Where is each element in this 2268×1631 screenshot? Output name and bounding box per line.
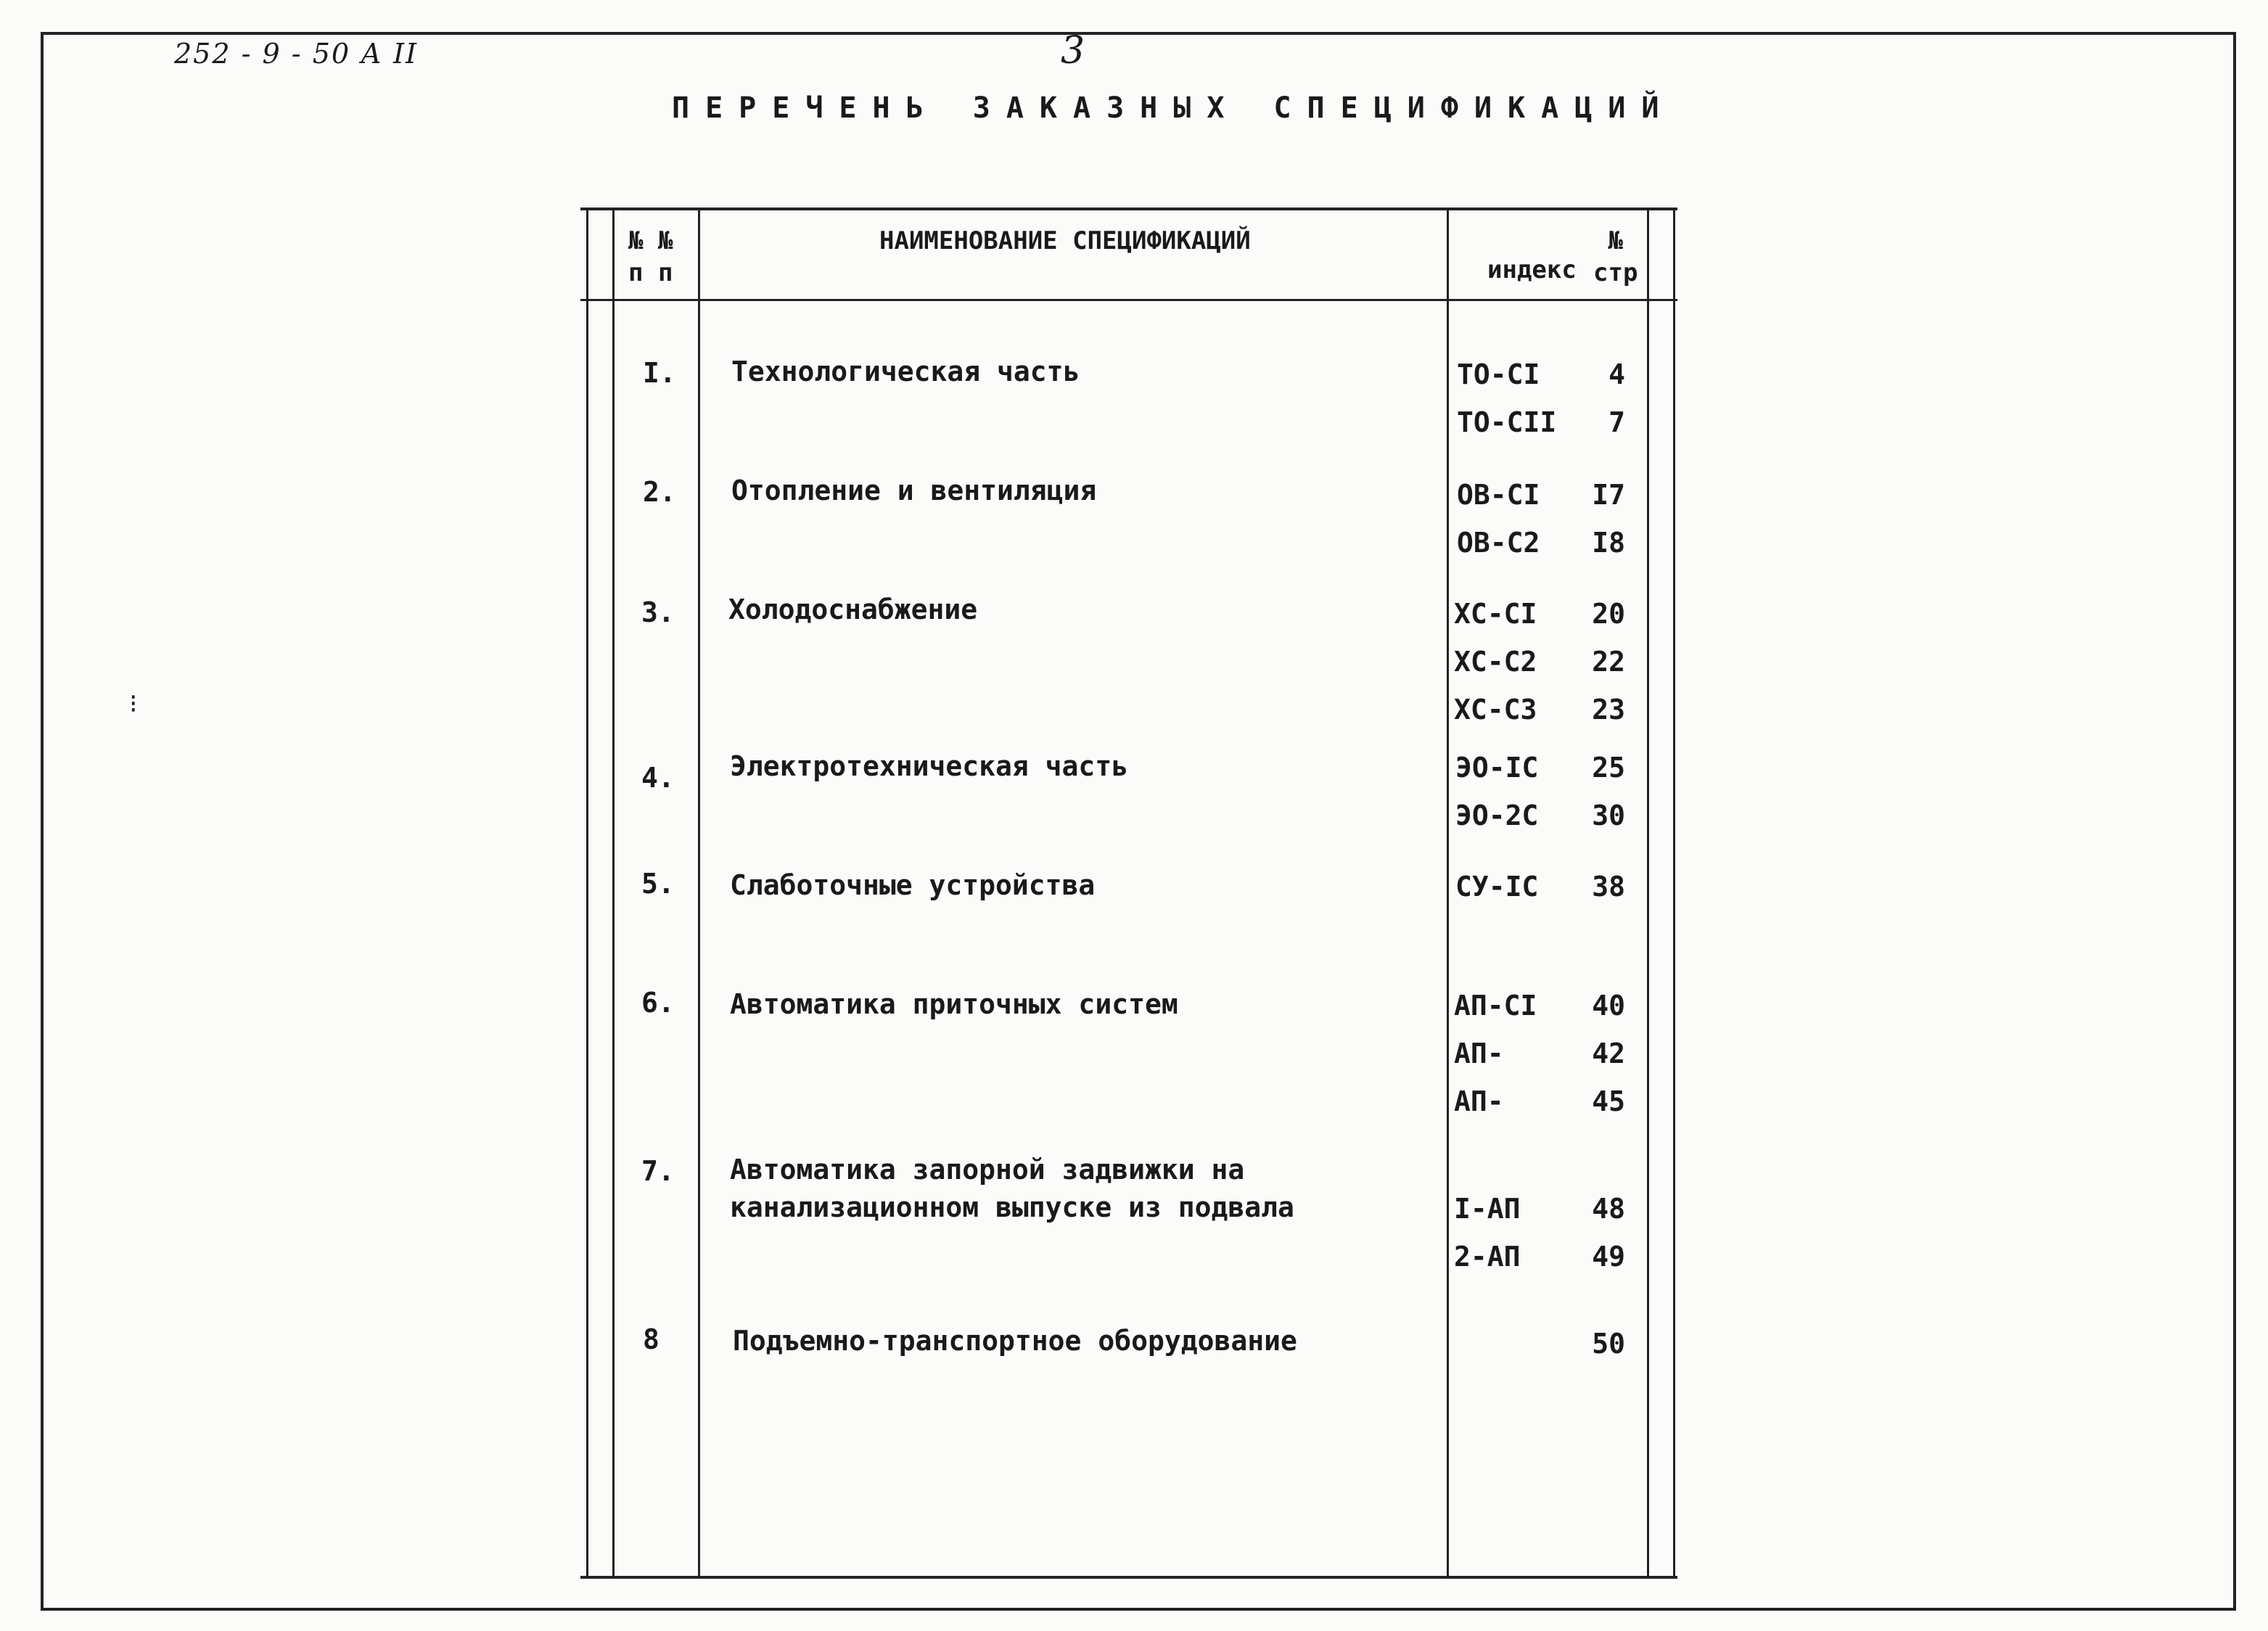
document-code: 252 - 9 - 50 А II xyxy=(174,38,419,70)
row-num: 3. xyxy=(641,596,675,628)
row-name: Подъемно-транспортное оборудование xyxy=(733,1325,1297,1357)
page-number: 3 xyxy=(1061,29,1085,73)
row-num: 6. xyxy=(641,987,675,1019)
row-index: ОВ-С2 xyxy=(1457,527,1540,559)
row-page: 4 xyxy=(1608,358,1625,390)
row-page: 30 xyxy=(1592,800,1625,831)
page-title: ПЕРЕЧЕНЬ ЗАКАЗНЫХ СПЕЦИФИКАЦИЙ xyxy=(672,91,1675,125)
row-num: 4. xyxy=(641,762,675,794)
row-page: 42 xyxy=(1592,1038,1625,1069)
row-num: I. xyxy=(643,357,676,389)
row-page: I7 xyxy=(1592,479,1625,511)
row-index: ЭО-2С xyxy=(1455,800,1539,831)
header-index: индекс xyxy=(1487,255,1577,284)
row-name: Автоматика приточных систем xyxy=(730,988,1178,1020)
row-index: АП-СI xyxy=(1454,990,1537,1022)
row-page: 23 xyxy=(1592,694,1625,726)
row-page: 25 xyxy=(1592,752,1625,784)
page-col-right-border xyxy=(1647,208,1649,1579)
header-name: НАИМЕНОВАНИЕ СПЕЦИФИКАЦИЙ xyxy=(879,226,1251,255)
row-index: АП- xyxy=(1454,1085,1504,1117)
row-name: Электротехническая часть xyxy=(730,750,1129,782)
row-page: 48 xyxy=(1592,1193,1625,1225)
table-bottom-border xyxy=(580,1576,1677,1579)
row-index: ОВ-СI xyxy=(1457,479,1540,511)
row-page: 45 xyxy=(1592,1085,1625,1117)
row-page: 49 xyxy=(1592,1241,1625,1273)
row-index: ХС-СI xyxy=(1454,598,1537,630)
outer-left-border xyxy=(586,208,588,1579)
row-index: СУ-IС xyxy=(1455,871,1539,903)
num-col-left-border xyxy=(612,208,615,1579)
row-index: ЭО-IС xyxy=(1455,752,1539,784)
row-name: Слаботочные устройства xyxy=(730,869,1096,901)
row-name: Холодоснабжение xyxy=(728,593,978,625)
row-index: ТО-СI xyxy=(1457,358,1540,390)
row-name: Технологическая часть xyxy=(731,356,1080,387)
row-num: 5. xyxy=(641,868,675,900)
row-page: 22 xyxy=(1592,646,1625,678)
row-index: ХС-С2 xyxy=(1454,646,1537,678)
row-page: 40 xyxy=(1592,990,1625,1022)
row-index: ТО-СII xyxy=(1457,406,1557,438)
header-num: № № п п xyxy=(628,226,673,287)
row-page: I8 xyxy=(1592,527,1625,559)
row-index: ХС-С3 xyxy=(1454,694,1537,726)
num-col-right-border xyxy=(698,208,700,1579)
row-name: Отопление и вентиляция xyxy=(731,474,1097,506)
row-page: 38 xyxy=(1592,871,1625,903)
row-page: 20 xyxy=(1592,598,1625,630)
margin-tick-mark: ⁝ xyxy=(129,689,138,719)
row-page: 7 xyxy=(1608,406,1625,438)
row-num: 2. xyxy=(643,476,676,508)
header-page: № стр xyxy=(1593,226,1638,287)
row-name: Автоматика запорной задвижки на канализационном выпуске из подвала xyxy=(730,1154,1294,1223)
row-page: 50 xyxy=(1592,1328,1625,1360)
outer-right-border xyxy=(1673,208,1675,1579)
table-top-border xyxy=(580,208,1677,210)
drawing-frame xyxy=(41,32,2236,1611)
row-index: I-АП xyxy=(1454,1193,1521,1225)
name-col-right-border xyxy=(1447,208,1449,1579)
row-num: 8 xyxy=(643,1323,660,1355)
row-index: 2-АП xyxy=(1454,1241,1521,1273)
header-divider xyxy=(580,299,1677,301)
row-index: АП- xyxy=(1454,1038,1504,1069)
row-num: 7. xyxy=(641,1155,675,1187)
